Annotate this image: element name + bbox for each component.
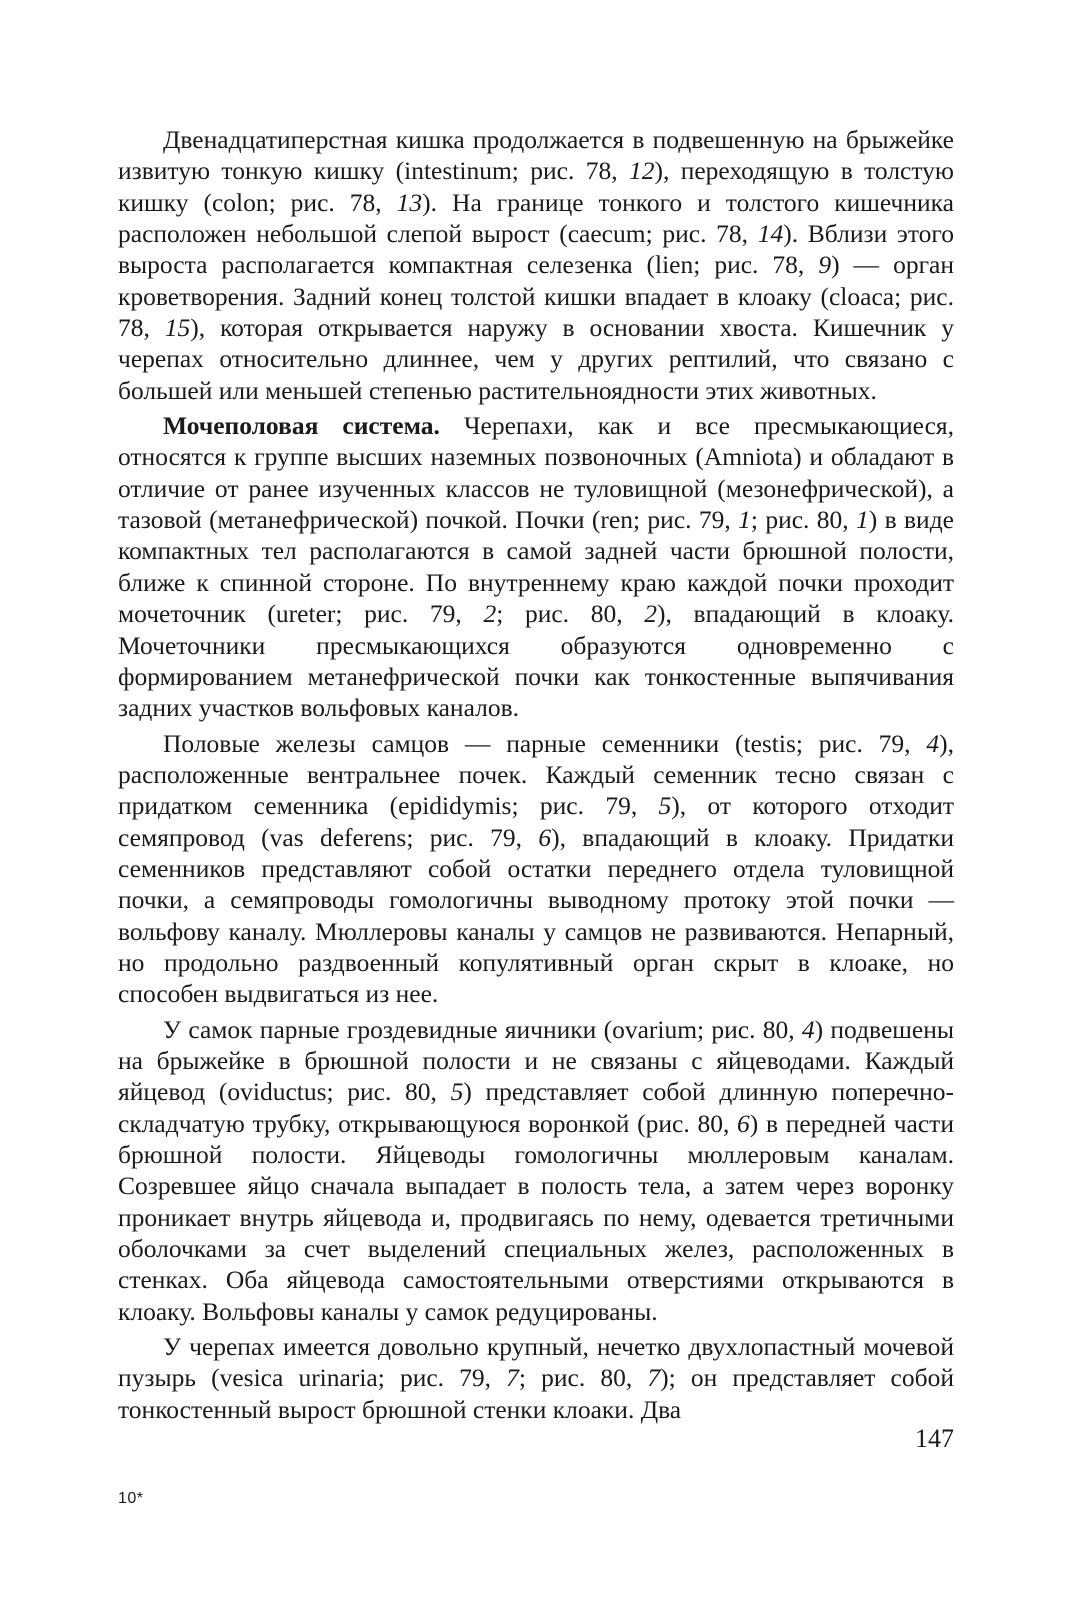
text-run: ) подвешены на брыжейке в брюшной полости и не связаны с яйцеводами. Каждый яйцевод (oviductus; рис. 80, [118, 1014, 954, 1107]
text-run: Двенадцатиперстная кишка продолжается в подвешенную на брыжейке извитую тонкую кишку (intestinum; рис. 78, [118, 125, 954, 186]
text-run: ); он представляет собой тонкостенный вырост брюшной стенки клоаки. Два [118, 1363, 954, 1424]
text-run: Черепахи, как и все пресмыкающиеся, относятся к группе высших наземных позвоночных (Amniota) и обладают в отличие от ранее изученных классов не туловищной (мезонефрической), а тазовой (метанефрической) почкой. Почки (ren; рис. 79, [118, 411, 954, 535]
page-body [118, 124, 954, 1425]
text-run: ; рис. 80, [518, 1363, 648, 1393]
figure-ref-number: 9 [818, 250, 832, 280]
text-run: ), которая открывается наружу в основании хвоста. Кишечник у черепах относительно длиннее, чем у других рептилий, что связано с большей или меньшей степенью растительноядности этих животных. [118, 313, 954, 405]
paragraph-male-gonads [118, 728, 954, 1010]
figure-ref-number: 15 [164, 313, 191, 343]
figure-ref-number: 7 [647, 1363, 661, 1393]
figure-ref-number: 6 [737, 1108, 750, 1138]
text-run: ), переходящую в толстую кишку (colon; рис. 78, [118, 156, 954, 217]
text-run: ) в передней части брюшной полости. Яйцеводы гомологичны мюллеровым каналам. Созревшее яйцо сначала выпадает в полость тела, а затем через воронку проникает внутрь яйцевода и, продвигаясь по нему, одевается третичными оболочками за счет выделений специальных желез, расположенных в стенках. Оба яйцевода самостоятельными отверстиями открываются в клоаку. Вольфовы каналы у самок редуцированы. [118, 1108, 954, 1326]
paragraph-urogenital-system [118, 410, 954, 723]
text-run: ), впадающий в клоаку. Мочеточники пресмыкающихся образуются одновременно с формированием метанефрической почки как тонкостенные выпячивания задних участков вольфовых каналов. [118, 599, 954, 723]
figure-ref-number: 7 [506, 1363, 519, 1393]
text-run: ), впадающий в клоаку. Придатки семенников представляют собой остатки переднего отдела туловищной почки, а семяпроводы гомологичны выводному протоку этой почки — вольфову каналу. Мюллеровы каналы у самцов не развиваются. Непарный, но продольно раздвоенный копулятивный орган скрыт в клоаке, но способен выдвигаться из нее. [118, 822, 954, 1009]
text-run: ), расположенные вентральнее почек. Каждый семенник тесно связан с придатком семенника (epididymis; рис. 79, [118, 728, 954, 821]
text-run: ) — орган кроветворения. Задний конец толстой кишки впадает в клоаку (cloaca; рис. 78, [118, 250, 954, 343]
paragraph-female-gonads [118, 1014, 954, 1327]
figure-ref-number: 2 [483, 599, 497, 629]
text-run: ). Вблизи этого выроста располагается компактная селезенка (lien; рис. 78, [118, 219, 954, 280]
figure-ref-number: 5 [450, 1077, 464, 1107]
text-run: ) представляет собой длинную поперечно-складчатую трубку, открывающуюся воронкой (рис. 80, [118, 1077, 954, 1138]
figure-ref-number: 4 [926, 728, 940, 758]
text-run: У черепах имеется довольно крупный, нечетко двухлопастный мочевой пузырь (vesica urinaria; рис. 79, [118, 1332, 954, 1393]
figure-ref-number: 6 [538, 822, 552, 852]
signature-mark: 10* [118, 1490, 144, 1507]
figure-ref-number: 5 [658, 791, 672, 821]
figure-ref-number: 1 [856, 505, 869, 535]
figure-ref-number: 12 [628, 156, 655, 186]
text-run: ) в виде компактных тел располагаются в самой задней части брюшной полости, ближе к спинной стороне. По внутреннему краю каждой почки проходит мочеточник (ureter; рис. 79, [118, 505, 954, 629]
text-run: ), от которого отходит семяпровод (vas deferens; рис. 79, [118, 791, 954, 852]
text-run: Половые железы самцов — парные семенники (testis; рис. 79, [163, 728, 927, 758]
text-run: ; рис. 80, [750, 505, 857, 535]
figure-ref-number: 2 [644, 599, 658, 629]
text-run: ; рис. 80, [496, 599, 645, 629]
paragraph-digestive [118, 124, 954, 406]
paragraph-bladder [118, 1331, 954, 1425]
figure-ref-number: 14 [757, 219, 784, 249]
page-number: 147 [915, 1424, 954, 1453]
text-run: ). На границе тонкого и толстого кишечника расположен небольшой слепой вырост (caecum; рис. 78, [118, 187, 954, 249]
section-heading: Мочеполовая система. [163, 411, 440, 441]
figure-ref-number: 1 [738, 505, 751, 535]
figure-ref-number: 4 [801, 1014, 815, 1044]
figure-ref-number: 13 [396, 187, 423, 217]
text-run: У самок парные гроздевидные яичники (ovarium; рис. 80, [163, 1014, 802, 1044]
